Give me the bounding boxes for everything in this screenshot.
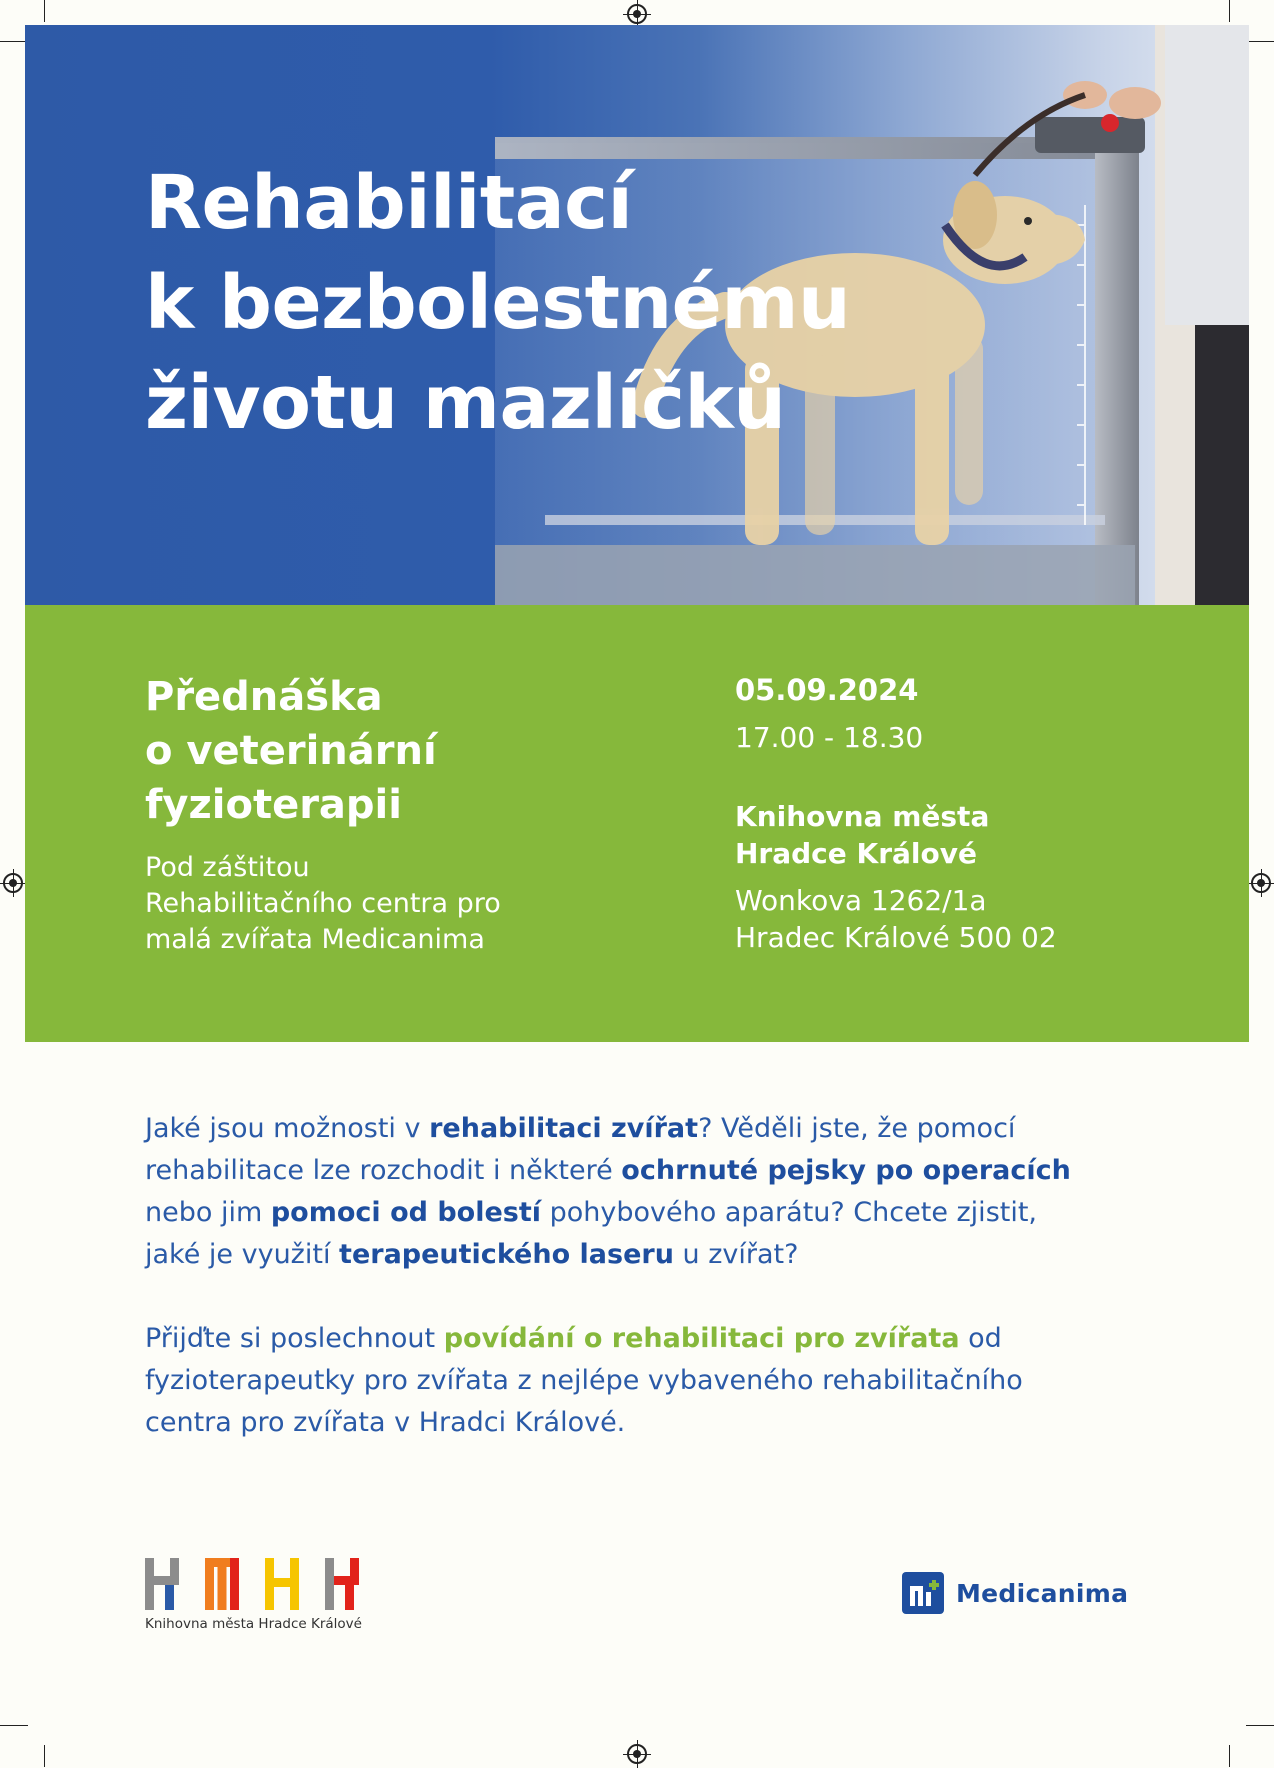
text-line xyxy=(145,1108,1145,1150)
patronage-line: Rehabilitačního centra pro xyxy=(145,888,501,919)
crop-mark xyxy=(1246,41,1274,42)
text-line xyxy=(145,1360,1145,1402)
venue-line: Hradce Králové xyxy=(735,837,977,870)
patronage-line: malá zvířata Medicanima xyxy=(145,924,485,955)
crop-mark xyxy=(1246,1725,1274,1726)
event-time: 17.00 - 18.30 xyxy=(735,721,924,754)
kmhk-letter-h-icon xyxy=(265,1558,299,1610)
text-highlight: povídání o rehabilitaci pro zvířata xyxy=(443,1323,960,1354)
registration-mark-icon xyxy=(3,873,23,893)
lecture-title-line: Přednáška xyxy=(145,674,383,720)
registration-mark-icon xyxy=(1251,873,1271,893)
kmhk-logo-caption: Knihovna města Hradce Králové xyxy=(145,1616,362,1632)
kmhk-logo xyxy=(145,1558,375,1632)
text-run: od xyxy=(959,1323,1002,1354)
text-run: centra pro zvířata v Hradci Králové. xyxy=(145,1407,626,1438)
event-details xyxy=(735,670,1215,956)
hero-title xyxy=(145,153,850,453)
text-line xyxy=(145,1192,1145,1234)
event-info-band xyxy=(25,605,1249,1042)
patronage-text xyxy=(145,850,625,958)
text-run: jaké je využití xyxy=(145,1239,340,1270)
text-run: u zvířat? xyxy=(673,1239,799,1270)
medicanima-logo-icon xyxy=(902,1572,944,1614)
text-line xyxy=(145,1318,1145,1360)
lecture-title-line: fyzioterapii xyxy=(145,782,402,828)
text-run: fyzioterapeutky pro zvířata z nejlépe vybaveného rehabilitačního xyxy=(145,1365,1023,1396)
hero-title-line: životu mazlíčků xyxy=(145,360,786,446)
kmhk-letter-m-icon xyxy=(205,1558,239,1610)
address-line: Wonkova 1262/1a xyxy=(735,884,987,917)
paragraph-intro xyxy=(145,1108,1145,1276)
text-run: Jaké jsou možnosti v xyxy=(145,1113,430,1144)
crop-mark xyxy=(0,1725,28,1726)
text-line xyxy=(145,1150,1145,1192)
event-date: 05.09.2024 xyxy=(735,673,919,707)
lecture-title-line: o veterinární xyxy=(145,728,437,774)
registration-mark-icon xyxy=(627,4,647,24)
event-venue xyxy=(735,798,1215,872)
text-emphasis: pomoci od bolestí xyxy=(270,1197,542,1228)
hero-title-line: Rehabilitací xyxy=(145,160,633,246)
crop-mark xyxy=(0,41,28,42)
crop-mark xyxy=(1229,0,1230,22)
text-emphasis: ochrnuté pejsky po operacích xyxy=(621,1155,1071,1186)
kmhk-logo-mark xyxy=(145,1558,375,1610)
text-emphasis: terapeutického laseru xyxy=(339,1239,674,1270)
text-run: Přijďte si poslechnout xyxy=(145,1323,444,1354)
hero-banner xyxy=(25,25,1249,605)
text-run: nebo jim xyxy=(145,1197,271,1228)
medicanima-logo xyxy=(902,1572,1128,1614)
lecture-title xyxy=(145,670,625,832)
lecture-info xyxy=(145,670,625,958)
crop-mark xyxy=(44,1745,45,1767)
text-line xyxy=(145,1402,1145,1444)
event-address xyxy=(735,882,1215,956)
venue-line: Knihovna města xyxy=(735,800,990,833)
patronage-line: Pod záštitou xyxy=(145,852,310,883)
text-line xyxy=(145,1234,1145,1276)
text-emphasis: rehabilitaci zvířat xyxy=(429,1113,699,1144)
text-run: ? Věděli jste, že pomocí xyxy=(698,1113,1016,1144)
crop-mark xyxy=(44,0,45,22)
text-run: pohybového aparátu? Chcete zjistit, xyxy=(541,1197,1038,1228)
address-line: Hradec Králové 500 02 xyxy=(735,921,1057,954)
description-text xyxy=(145,1108,1145,1444)
registration-mark-icon xyxy=(627,1744,647,1764)
kmhk-letter-k-icon xyxy=(325,1558,359,1610)
text-run: rehabilitace lze rozchodit i některé xyxy=(145,1155,622,1186)
kmhk-letter-k-icon xyxy=(145,1558,179,1610)
paragraph-invitation xyxy=(145,1318,1145,1444)
medicanima-logo-text: Medicanima xyxy=(956,1578,1129,1608)
crop-mark xyxy=(1229,1745,1230,1767)
hero-title-line: k bezbolestnému xyxy=(145,260,851,346)
